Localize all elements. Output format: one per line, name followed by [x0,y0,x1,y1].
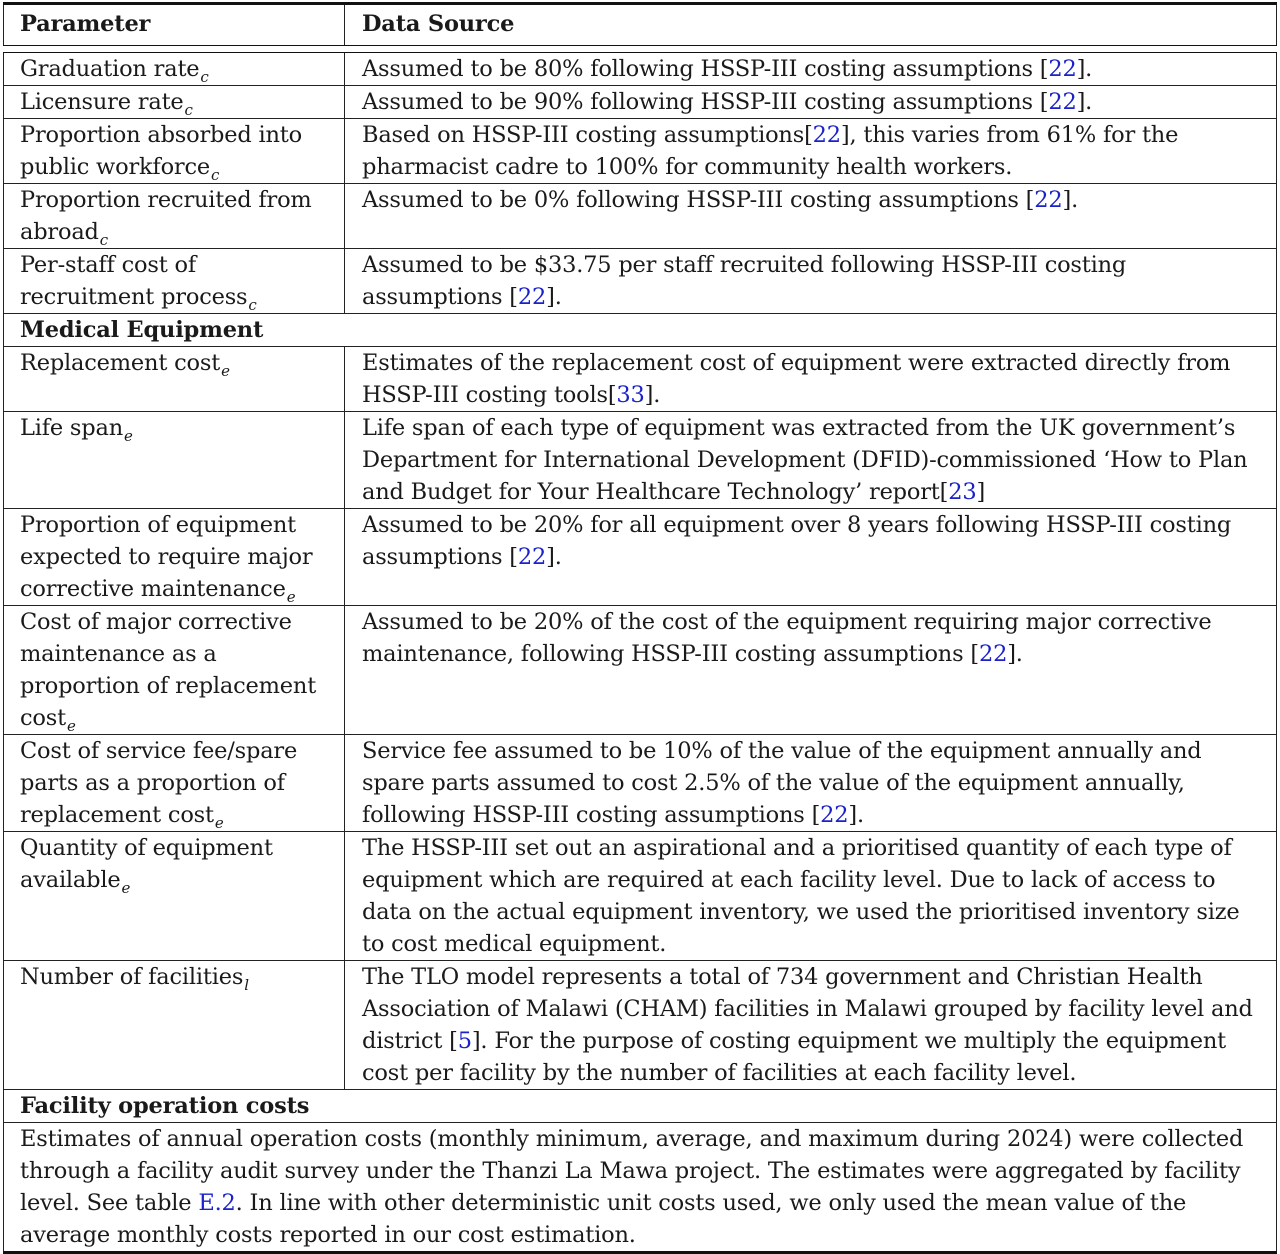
table-ref-link[interactable]: E.2 [198,1190,236,1216]
parameter-subscript: e [221,362,230,380]
header-data-source: Data Source [345,4,1277,46]
data-source-cell [345,249,1277,314]
section-row-medical-equipment [4,314,1277,347]
header-parameter: Parameter [4,4,345,46]
citation-link[interactable]: 22 [820,802,849,828]
parameter-cell [4,606,345,735]
data-source-text-end: ] [976,479,986,505]
table-header-row [4,4,1277,46]
data-source-text-end: ]. [644,382,661,408]
parameter-name: Number of facilities [20,964,244,990]
table-row [4,119,1277,184]
section-title-facility-operation: Facility operation costs [4,1090,1277,1123]
data-source-text: Assumed to be 20% for all equipment over 8 years following HSSP-III costing assumptions [ [362,512,1232,570]
parameter-name: Proportion recruited from abroad [20,187,312,245]
parameter-subscript: c [99,231,108,249]
data-source-cell [345,86,1277,119]
parameter-table-container [3,2,1277,1254]
data-source-cell [345,509,1277,606]
data-source-cell [345,184,1277,249]
data-source-text: Assumed to be 80% following HSSP-III costing assumptions [ [362,56,1049,82]
data-source-text: Assumed to be 0% following HSSP-III costing assumptions [ [362,187,1035,213]
data-source-cell [345,53,1277,86]
parameter-name: Proportion of equipment expected to require major corrective maintenance [20,512,313,602]
section-title-medical-equipment: Medical Equipment [4,314,1277,347]
data-source-text: Estimates of the replacement cost of equipment were extracted directly from HSSP-III costing tools[ [362,350,1231,408]
parameter-table [3,2,1277,1254]
data-source-cell [345,347,1277,412]
citation-link[interactable]: 22 [517,284,547,310]
parameter-cell [4,961,345,1090]
data-source-text: Life span of each type of equipment was extracted from the UK government’s Department for International Development (DFID)-commissioned ‘How to Plan and Budget for Your Healthcare Technology’ report[ [362,415,1248,505]
data-source-cell [345,961,1277,1090]
parameter-subscript: c [184,101,193,119]
parameter-cell [4,347,345,412]
parameter-subscript: l [244,976,249,994]
parameter-cell [4,86,345,119]
facility-text-row [4,1123,1277,1253]
data-source-text-end: ]. For the purpose of costing equipment we multiply the equipment cost per facility by the number of facilities at each facility level. [362,1028,1226,1086]
parameter-name: Cost of major corrective maintenance as a proportion of replacement cost [20,609,317,731]
parameter-name: Per-staff cost of recruitment process [20,252,248,310]
table-row [4,735,1277,832]
facility-text-pre: Estimates of annual operation costs (monthly minimum, average, and maximum during 2024) were collected through a facility audit survey under the Thanzi La Mawa project. The estimates were aggregated by facility level. See table [20,1126,1244,1216]
equipment-rows [4,347,1277,1090]
table-row [4,347,1277,412]
citation-link[interactable]: 22 [1048,56,1077,82]
section-row-facility-operation [4,1090,1277,1123]
facility-text-cell [4,1123,1277,1253]
parameter-name: Life span [20,415,123,441]
data-source-text-end: ]. [848,802,864,828]
parameter-cell [4,509,345,606]
parameter-cell [4,735,345,832]
data-source-text-end: ]. [1076,56,1093,82]
citation-link[interactable]: 22 [517,544,547,570]
data-source-text: Assumed to be 20% of the cost of the equipment requiring major corrective maintenance, following HSSP-III costing assumptions [ [362,609,1212,667]
citation-link[interactable]: 33 [616,382,645,408]
parameter-cell [4,832,345,961]
parameter-cell [4,412,345,509]
parameter-subscript: c [200,68,209,86]
parameter-subscript: e [214,814,224,832]
table-row [4,86,1277,119]
hr-rows [4,53,1277,314]
citation-link[interactable]: 5 [457,1028,472,1054]
parameter-cell [4,53,345,86]
data-source-cell [345,119,1277,184]
facility-text-post: . In line with other deterministic unit costs used, we only used the mean value of the average monthly costs reported in our cost estimation. [20,1190,1187,1248]
data-source-text-end: ]. [1062,187,1079,213]
data-source-text: The HSSP-III set out an aspirational and a prioritised quantity of each type of equipment which are required at each facility level. Due to lack of access to data on the actual equipment inventory, we used the prioritised inventory size to cost medical equipment. [362,835,1240,957]
data-source-text: The TLO model represents a total of 734 government and Christian Health Association of Malawi (CHAM) facilities in Malawi grouped by facility level and district [ [362,964,1253,1054]
parameter-name: Replacement cost [20,350,221,376]
parameter-name: Licensure rate [20,89,184,115]
data-source-cell [345,412,1277,509]
citation-link[interactable]: 22 [1048,89,1077,115]
table-row [4,509,1277,606]
parameter-subscript: c [210,166,220,184]
data-source-text-end: ]. [546,544,562,570]
parameter-subscript: c [248,296,257,314]
header-gap [4,46,1277,53]
data-source-text-end: ]. [1076,89,1093,115]
data-source-text: Assumed to be 90% following HSSP-III costing assumptions [ [362,89,1049,115]
table-row [4,53,1277,86]
citation-link[interactable]: 22 [978,641,1008,667]
data-source-cell [345,606,1277,735]
parameter-cell [4,119,345,184]
parameter-name: Graduation rate [20,56,200,82]
table-row [4,606,1277,735]
citation-link[interactable]: 22 [812,122,841,148]
table-row [4,249,1277,314]
table-row [4,832,1277,961]
data-source-text: Assumed to be $33.75 per staff recruited following HSSP-III costing assumptions [ [362,252,1127,310]
parameter-name: Proportion absorbed into public workforce [20,122,302,180]
table-row [4,184,1277,249]
data-source-text-end: ]. [546,284,562,310]
parameter-name: Quantity of equipment available [20,835,273,893]
table-row [4,412,1277,509]
data-source-text-end: ]. [1007,641,1023,667]
data-source-cell [345,735,1277,832]
citation-link[interactable]: 23 [948,479,977,505]
citation-link[interactable]: 22 [1034,187,1063,213]
data-source-text: Service fee assumed to be 10% of the value of the equipment annually and spare parts assumed to cost 2.5% of the value of the equipment annually, following HSSP-III costing assumptions [ [362,738,1202,828]
data-source-text-end: ], this varies from 61% for the pharmacist cadre to 100% for community health workers. [362,122,1179,180]
parameter-cell [4,184,345,249]
parameter-cell [4,249,345,314]
parameter-subscript: e [66,717,76,735]
table-row [4,961,1277,1090]
parameter-subscript: e [121,879,131,897]
parameter-name: Cost of service fee/spare parts as a proportion of replacement cost [20,738,298,828]
parameter-subscript: e [124,427,133,445]
data-source-cell [345,832,1277,961]
data-source-text: Based on HSSP-III costing assumptions[ [362,122,813,148]
parameter-subscript: e [286,588,296,606]
